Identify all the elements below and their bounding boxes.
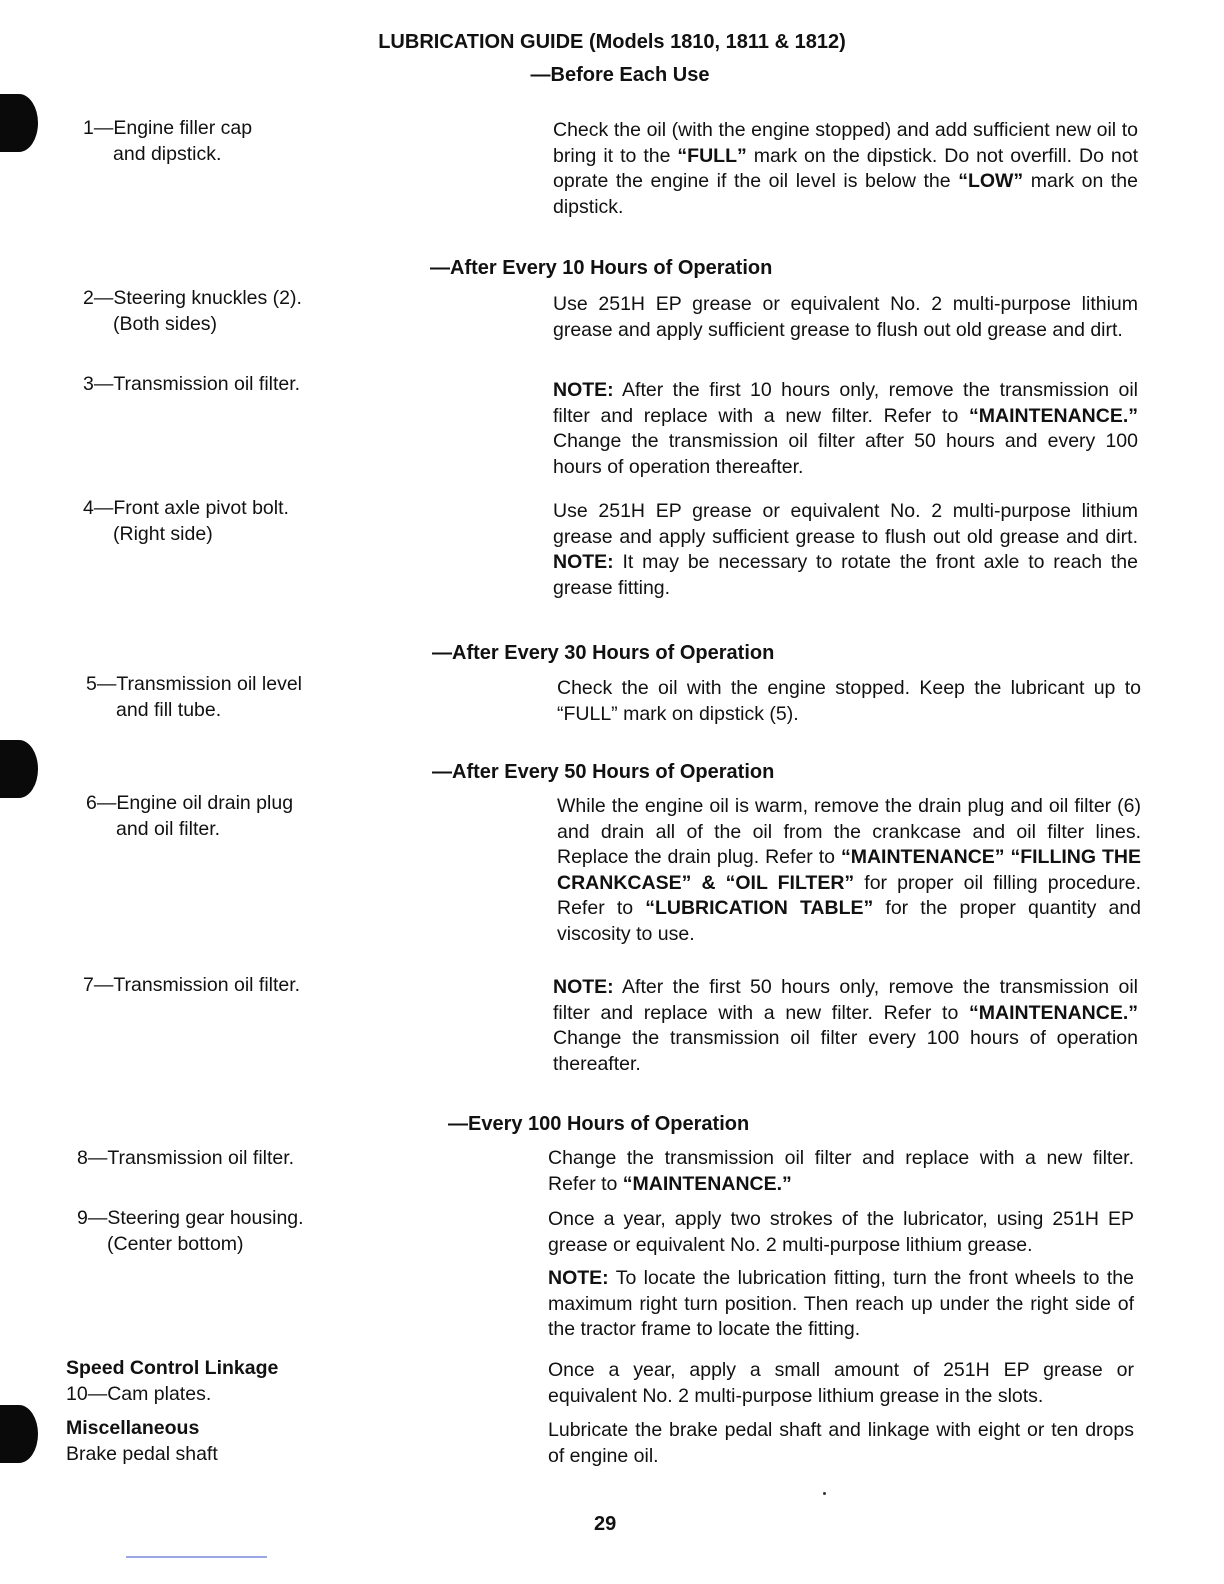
section-heading-30-hours: —After Every 30 Hours of Operation: [432, 642, 775, 664]
item-10-description: Once a year, apply a small amount of 251H EP grease or equivalent No. 2 multi-purpose lithium grease in the slots.: [548, 1359, 1134, 1407]
page-number: 29: [594, 1513, 617, 1535]
item-9-description: Once a year, apply two strokes of the lubricator, using 251H EP grease or equivalent No. 2 multi-purpose lithium grease.: [548, 1208, 1134, 1256]
item-3-label: 3—Transmission oil filter.: [83, 373, 301, 395]
section-heading-100-hours: —Every 100 Hours of Operation: [448, 1113, 750, 1135]
item-3-description: NOTE: After the first 10 hours only, remove the transmission oil filter and replace with a new filter. Refer to “MAINTENANCE.” Change the transmission oil filter after 50 hours and every 100 hours of operation thereafter.: [553, 379, 1138, 478]
binder-hole: [0, 1405, 38, 1463]
item-9-label: 9—Steering gear housing. (Center bottom): [77, 1207, 304, 1255]
group-heading-speed-control: Speed Control Linkage: [66, 1357, 279, 1379]
item-4-label: 4—Front axle pivot bolt. (Right side): [83, 497, 289, 545]
item-2-description: Use 251H EP grease or equivalent No. 2 multi-purpose lithium grease and apply sufficient grease to flush out old grease and dirt.: [553, 293, 1138, 341]
item-8-description: Change the transmission oil filter and replace with a new filter. Refer to “MAINTENANCE.”: [548, 1147, 1134, 1195]
binder-hole: [0, 94, 38, 152]
item-10-label: Speed Control Linkage 10—Cam plates.: [66, 1357, 279, 1405]
item-6-label: 6—Engine oil drain plug and oil filter.: [86, 792, 294, 840]
item-8-label: 8—Transmission oil filter.: [77, 1147, 295, 1169]
section-heading-50-hours: —After Every 50 Hours of Operation: [432, 761, 775, 783]
item-5-label: 5—Transmission oil level and fill tube.: [86, 673, 303, 721]
bottom-rule: [126, 1556, 267, 1558]
item-2-label: 2—Steering knuckles (2). (Both sides): [83, 287, 302, 335]
item-4-description: Use 251H EP grease or equivalent No. 2 multi-purpose lithium grease and apply sufficient grease to flush out old grease and dirt. NOTE: It may be necessary to rotate the front axle to reach the grease fitting.: [553, 500, 1138, 599]
page-title: LUBRICATION GUIDE (Models 1810, 1811 & 1812): [378, 31, 846, 53]
item-5-description: Check the oil with the engine stopped. Keep the lubricant up to “FULL” mark on dipstick (5).: [557, 677, 1141, 725]
item-1-description: Check the oil (with the engine stopped) and add sufficient new oil to bring it to the “FULL” mark on the dipstick. Do not overfill. Do not oprate the engine if the oil level is below the “LOW” mark on the dipstick.: [553, 119, 1138, 218]
item-7-description: NOTE: After the first 50 hours only, remove the transmission oil filter and replace with a new filter. Refer to “MAINTENANCE.” Change the transmission oil filter every 100 hours of operation thereafter.: [553, 976, 1138, 1075]
speck: [823, 1492, 826, 1495]
item-7-label: 7—Transmission oil filter.: [83, 974, 301, 996]
page-subtitle: —Before Each Use: [530, 64, 710, 86]
misc-label: Miscellaneous Brake pedal shaft: [66, 1417, 218, 1465]
section-heading-10-hours: —After Every 10 Hours of Operation: [430, 257, 773, 279]
item-1-label: 1—Engine filler cap and dipstick.: [83, 117, 253, 165]
binder-hole: [0, 740, 38, 798]
item-9-note: NOTE: To locate the lubrication fitting, turn the front wheels to the maximum right turn position. Then reach up under the right side of the tractor frame to locate the fitting.: [548, 1267, 1134, 1340]
misc-description: Lubricate the brake pedal shaft and linkage with eight or ten drops of engine oil.: [548, 1419, 1134, 1467]
group-heading-miscellaneous: Miscellaneous: [66, 1417, 200, 1439]
item-6-description: While the engine oil is warm, remove the drain plug and oil filter (6) and drain all of the oil from the crankcase and oil filter lines. Replace the drain plug. Refer to “MAINTENANCE” “FILLING THE CRANKCASE” & “OIL FILTER” for proper oil filling procedure. Refer to “LUBRICATION TABLE” for the proper quantity and viscosity to use.: [557, 795, 1141, 945]
